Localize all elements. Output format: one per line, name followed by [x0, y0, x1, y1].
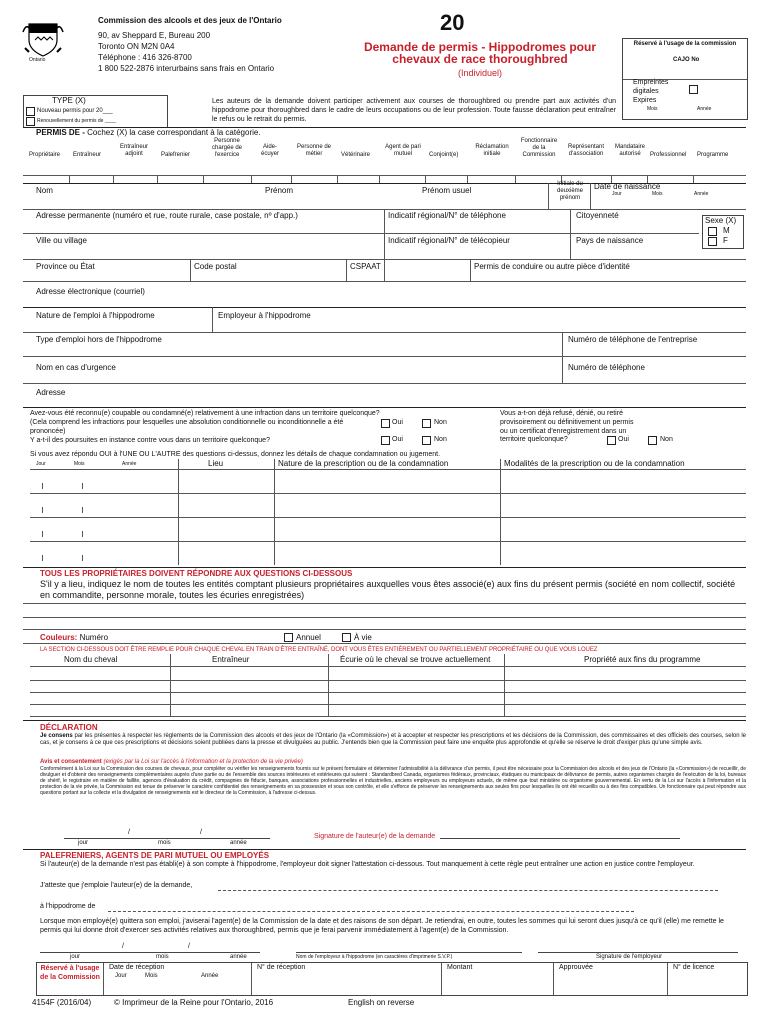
org-address-2: Toronto ON M2N 0A4	[98, 42, 175, 51]
employer-year: année	[230, 954, 247, 960]
applicant-signature-line[interactable]	[440, 830, 680, 839]
lifetime-checkbox[interactable]	[342, 633, 351, 642]
q3-oui-label: Oui	[618, 436, 629, 443]
form-title-2: chevaux de race thoroughbred	[392, 52, 568, 66]
renewal-checkbox[interactable]	[26, 117, 35, 126]
label-type-emploi-hors: Type d'emploi hors de l'hippodrome	[36, 335, 162, 344]
employee-name-line[interactable]	[218, 882, 718, 891]
declaration-month: mois	[158, 840, 171, 846]
employer-name-line[interactable]	[296, 944, 522, 953]
if-yes-instructions: Si vous avez répondu OUI à l'UNE OU L'AUTRE des questions ci-dessus, donnez les détails de chaque condamnation ou jugement.	[30, 451, 441, 458]
form-number: 20	[440, 10, 465, 35]
cat-professionnel: Professionnel	[650, 152, 687, 158]
owners-heading: TOUS LES PROPRIÉTAIRES DOIVENT RÉPONDRE AUX QUESTIONS CI-DESSOUS	[40, 569, 353, 578]
fingerprints-checkbox[interactable]	[689, 85, 698, 94]
cat-proprietaire: Propriétaire	[29, 152, 61, 158]
question-pending: Y a-t-il des poursuites en instance contre vous dans un territoire quelconque?	[30, 437, 270, 444]
intro-text: Les auteurs de la demande doivent participer activement aux courses de thoroughbred ou prendre part aux activités d'un hippodrome pour thoroughbred dans le cadre de leurs occupations ou de leur profession. Toute fausse déclaration peut entraîner le refus ou le retrait du permis.	[212, 98, 616, 123]
sex-box	[702, 215, 744, 249]
label-cspaat: CSPAAT	[350, 262, 381, 271]
fingerprints-label: Empreintes digitales	[633, 79, 669, 95]
label-nom: Nom	[36, 186, 53, 195]
label-prenom: Prénom	[265, 186, 294, 195]
label-code-postal: Code postal	[194, 262, 237, 271]
conviction-col-mois: Mois	[74, 461, 85, 467]
label-permis-conduire: Permis de conduire ou autre pièce d'identité	[474, 262, 630, 271]
type-box	[23, 95, 168, 128]
annual-checkbox[interactable]	[284, 633, 293, 642]
question-refused: Vous a-t-on déjà refusé, dénié, ou retiré provisoirement ou définitivement un permis ou un certificat d'enregistrement dans un territoire quelconque?	[500, 410, 634, 444]
employer-signature-line[interactable]	[538, 944, 738, 953]
conviction-col-lieu: Lieu	[208, 459, 224, 468]
form-subtitle: (Individuel)	[457, 68, 503, 78]
label-adresse-permanente: Adresse permanente (numéro et rue, route rurale, case postale, nº d'app.)	[36, 211, 298, 220]
logo-wordmark: Ontario	[29, 57, 46, 63]
grooms-instructions: Si l'auteur(e) de la demande n'est pas établi(e) à son compte à l'hippodrome, l'employeur doit signer l'attestation ci-dessous. Tout manquement à cette règle peut entraîner une action en justice contre l'employeur.	[40, 861, 695, 868]
reception-date-label: Date de réception	[109, 964, 165, 971]
permit-category-heading: PERMIS DE - Cochez (X) la case correspondant à la catégorie.	[36, 128, 261, 137]
q3-oui-checkbox[interactable]	[607, 436, 616, 445]
cat-fonctionnaire: Fonctionnaire de la Commission	[520, 138, 558, 159]
label-dob: Date de naissance	[594, 182, 661, 191]
conviction-col-nature: Nature de la prescription ou de la condamnation	[278, 459, 449, 468]
declaration-day: jour	[78, 840, 89, 846]
reserved-title: Réservé à l'usage de la commission	[633, 41, 737, 47]
reception-month: Mois	[145, 973, 158, 979]
label-pays: Pays de naissance	[576, 236, 644, 245]
applicant-signature-label: Signature de l'auteur(e) de la demande	[314, 833, 436, 840]
cat-veterinaire: Vétérinaire	[341, 152, 371, 158]
label-nature-emploi: Nature de l'emploi à l'hippodrome	[36, 311, 155, 320]
expires-month: Mois	[647, 106, 658, 112]
cat-mandataire: Mandataire autorisé	[614, 144, 646, 158]
q3-non-checkbox[interactable]	[648, 436, 657, 445]
org-phone: Téléphone : 416 326-8700	[98, 53, 192, 62]
new-permit-label: Nouveau permis pour 20___	[37, 108, 113, 114]
label-telecopieur: Indicatif régional/N° de télécopieur	[388, 236, 510, 245]
label-urgence: Nom en cas d'urgence	[36, 363, 116, 372]
expires-year: Année	[697, 106, 712, 112]
employer-attest-label: J'atteste que j'emploie l'auteur(e) de la demande,	[40, 882, 193, 889]
conviction-col-modalites: Modalités de la prescription ou de la condamnation	[504, 459, 685, 468]
cat-palefrenier: Palefrenier	[161, 152, 191, 158]
label-telephone: Indicatif régional/N° de téléphone	[388, 211, 506, 220]
reception-number-label: N° de réception	[257, 964, 306, 971]
horse-col-program: Propriété aux fins du programme	[584, 655, 701, 664]
horse-col-name: Nom du cheval	[64, 655, 118, 664]
q2-non-label: Non	[434, 436, 447, 443]
amount-label: Montant	[447, 964, 473, 971]
cat-conjoint: Conjoint(e)	[429, 152, 459, 158]
org-tollfree: 1 800 522-2876 interurbains sans frais en Ontario	[98, 64, 275, 73]
racetrack-label: à l'hippodrome de	[40, 903, 96, 910]
declaration-heading: DÉCLARATION	[40, 723, 98, 732]
form-code: 4154F (2016/04)	[32, 998, 92, 1007]
licence-number-label: N° de licence	[673, 964, 715, 971]
reception-day: Jour	[115, 973, 127, 979]
type-label: TYPE (X)	[52, 96, 86, 105]
question-conviction: Avez-vous été reconnu(e) coupable ou condamné(e) relativement à une infraction dans un territoire quelconque? (Cela comprend les infractions pour lesquelles une absolution conditionnelle ou inconditionnelle a été prononcée)	[30, 410, 380, 435]
renewal-label: Renouvellement du permis de ____	[37, 118, 116, 124]
q2-non-checkbox[interactable]	[422, 436, 431, 445]
cat-programme: Programme	[697, 152, 729, 158]
colors-label: Couleurs: Numéro	[40, 633, 109, 642]
approved-label: Approuvée	[559, 964, 593, 971]
label-ville: Ville ou village	[36, 236, 87, 245]
expires-label: Expires	[633, 97, 657, 104]
dob-month: Mois	[652, 191, 663, 197]
conviction-col-jour: Jour	[36, 461, 46, 467]
employer-month: mois	[156, 954, 169, 960]
q3-non-label: Non	[660, 436, 673, 443]
cat-agent-pari: Agent de pari mutuel	[385, 144, 421, 158]
label-tel-entreprise: Numéro de téléphone de l'entreprise	[568, 335, 698, 344]
grooms-undertaking: Lorsque mon employé(e) quittera son emploi, j'aviserai l'agent(e) de la Commission de la date et des raisons de son départ. Je retiendrai, en outre, toutes les sommes qui lui seront dues jusqu'à ce qu'il (elle) me remette le permis qui lui donne droit d'exercer ses activités relatives aux thoroughbred, permis que je ferai parvenir immédiatement à l'agent(e) de la Commission.	[40, 918, 724, 934]
annual-label: Annuel	[296, 633, 321, 642]
nom-input[interactable]	[36, 196, 256, 208]
grooms-heading: PALEFRENIERS, AGENTS DE PARI MUTUEL OU EMPLOYÉS	[40, 851, 270, 860]
org-address-1: 90, av Sheppard E, Bureau 200	[98, 31, 211, 40]
copyright: © Imprimeur de la Reine pour l'Ontario, 2016	[114, 998, 274, 1007]
reserved-commission-label: Réservé à l'usage de la Commission	[40, 965, 100, 981]
reserved-commission-box	[36, 962, 748, 996]
sex-label: Sexe (X)	[705, 216, 737, 225]
q1-non-checkbox[interactable]	[422, 419, 431, 428]
cajo-label: CAJO No	[673, 57, 700, 63]
cat-personne-metier: Personne de métier	[296, 144, 332, 158]
label-initiale: Initiale du deuxième prénom	[556, 181, 583, 202]
privacy-notice-title: Avis et consentement (exigés par la Loi sur l'accès à l'information et la protection de la vie privée)	[40, 759, 303, 765]
declaration-date-line[interactable]	[64, 830, 270, 839]
declaration-consent: Je consens par les présentes à respecter les règlements de la Commission des alcools et des jeux de l'Ontario (la «Commission») et à accepter et respecter les prescriptions et les décisions de la Commission, des commissaires et des officiels des courses, selon le cas, et je consens à ce que ces prescriptions et décisions soient publiées dans la presse et divulguées au public. J'entends bien que la Commission peut faire une enquête plus approfondie et qu'elle se réserve le droit d'exiger plus qu'une simple avis.	[40, 733, 746, 747]
q2-oui-label: Oui	[392, 436, 403, 443]
label-employeur: Employeur à l'hippodrome	[218, 311, 311, 320]
declaration-year: année	[230, 840, 247, 846]
q1-oui-checkbox[interactable]	[381, 419, 390, 428]
dob-year: Année	[694, 191, 709, 197]
label-adresse-urgence: Adresse	[36, 388, 66, 397]
dob-day: Jour	[612, 191, 622, 197]
cat-entraineur: Entraîneur	[73, 152, 102, 158]
new-permit-checkbox[interactable]	[26, 107, 35, 116]
cat-reclamation: Réclamation initiale	[475, 144, 509, 158]
sex-m-label: M	[723, 226, 730, 235]
horse-table	[30, 654, 746, 716]
q1-oui-label: Oui	[392, 419, 403, 426]
sex-f-label: F	[723, 236, 728, 245]
sex-m-checkbox[interactable]	[708, 227, 717, 236]
employer-signature-label: Signature de l'employeur	[596, 954, 663, 960]
q2-oui-checkbox[interactable]	[381, 436, 390, 445]
label-prenom-usuel: Prénom usuel	[422, 186, 472, 195]
reserved-box	[622, 38, 748, 120]
label-province: Province ou État	[36, 262, 95, 271]
permit-categories	[23, 138, 746, 174]
employer-name-label: Nom de l'employeur à l'hippodrome (en caractères d'imprimerie S.V.P.)	[296, 954, 453, 960]
q1-non-label: Non	[434, 419, 447, 426]
privacy-notice: Conformément à la Loi sur la Commission des courses de chevaux, pour compléter ou vérifier les renseignements fournis sur le présent formulaire et déterminer l'admissibilité à la délivrance d'un permis, il peut être nécessaire pour la Commission des alcools et des jeux de l'Ontario (la «Commission») de recueillir, de divulguer et d'obtenir des renseignements complémentaires auprès d'une partie ou de l'ensemble des sources intérieures et extérieures qui suivent : Standardbred Canada, organismes fédéraux, provinciaux, étatiques ou municipaux de délivrance de permis, autres organismes chargés de l'exécution de la loi, bureaux de shérif, le registraire en matière de faillite, agences d'évaluation du crédit, compagnies de fiducie, banques, associations professionnelles et industrielles, anciens employeurs ou employeurs actuels, de même que tout ministère ou organisme gouvernemental. En vertu de la Loi sur l'accès à l'information et la protection de la vie privée, la Commission est tenue de préserver le caractère confidentiel des renseignements en sa possession et sous son contrôle, et elle s'efforce de préserver les renseignements aux seules fins pour lesquelles ils ont été recueillis ou à des fins compatibles. Un fonctionnaire qui peut répondre aux questions portant sur la collecte et la divulgation de renseignements est le directeur de la Commission, à l'adresse ci-dessus.	[40, 766, 746, 796]
employer-date-line[interactable]	[40, 944, 260, 953]
label-courriel: Adresse électronique (courriel)	[36, 287, 145, 296]
form-title-1: Demande de permis - Hippodromes pour	[363, 40, 597, 54]
horse-col-stable: Écurie où le cheval se trouve actuellement	[340, 655, 491, 664]
cat-entraineur-adjoint: Entraîneur adjoint	[119, 144, 149, 158]
horse-section-note: LA SECTION CI-DESSOUS DOIT ÊTRE REMPLIE POUR CHAQUE CHEVAL EN TRAIN D'ÊTRE ENTRAÎNÉ, DONT VOUS ÊTES ENTIÈREMENT OU PARTIELLEMENT PROPRIÉTAIRE OU QUE VOUS LOUEZ	[40, 647, 598, 653]
cat-personne-exercice: Personne chargée de l'exercice	[211, 138, 243, 159]
employer-day: jour	[70, 954, 81, 960]
lifetime-label: À vie	[354, 633, 372, 642]
conviction-table	[30, 459, 746, 565]
cat-aide-ecuyer: Aide-écuyer	[260, 144, 279, 158]
racetrack-line[interactable]	[108, 903, 634, 912]
owners-text: S'il y a lieu, indiquez le nom de toutes les entités comptant plusieurs propriétaires auxquelles vous êtes associé(e) aux fins du présent permis (société en nom collectif, société en commandite, personne morale, toutes les écuries enregistrées)	[40, 579, 736, 601]
org-name: Commission des alcools et des jeux de l'Ontario	[98, 16, 282, 25]
label-citoyennete: Citoyenneté	[576, 211, 619, 220]
ontario-logo	[21, 18, 65, 64]
cat-representant: Représentant d'association	[567, 144, 605, 158]
conviction-col-annee: Année	[122, 461, 137, 467]
reception-year: Année	[201, 973, 219, 979]
english-on-reverse: English on reverse	[348, 998, 415, 1007]
label-tel-urgence: Numéro de téléphone	[568, 363, 645, 372]
horse-col-trainer: Entraîneur	[212, 655, 250, 664]
sex-f-checkbox[interactable]	[708, 237, 717, 246]
